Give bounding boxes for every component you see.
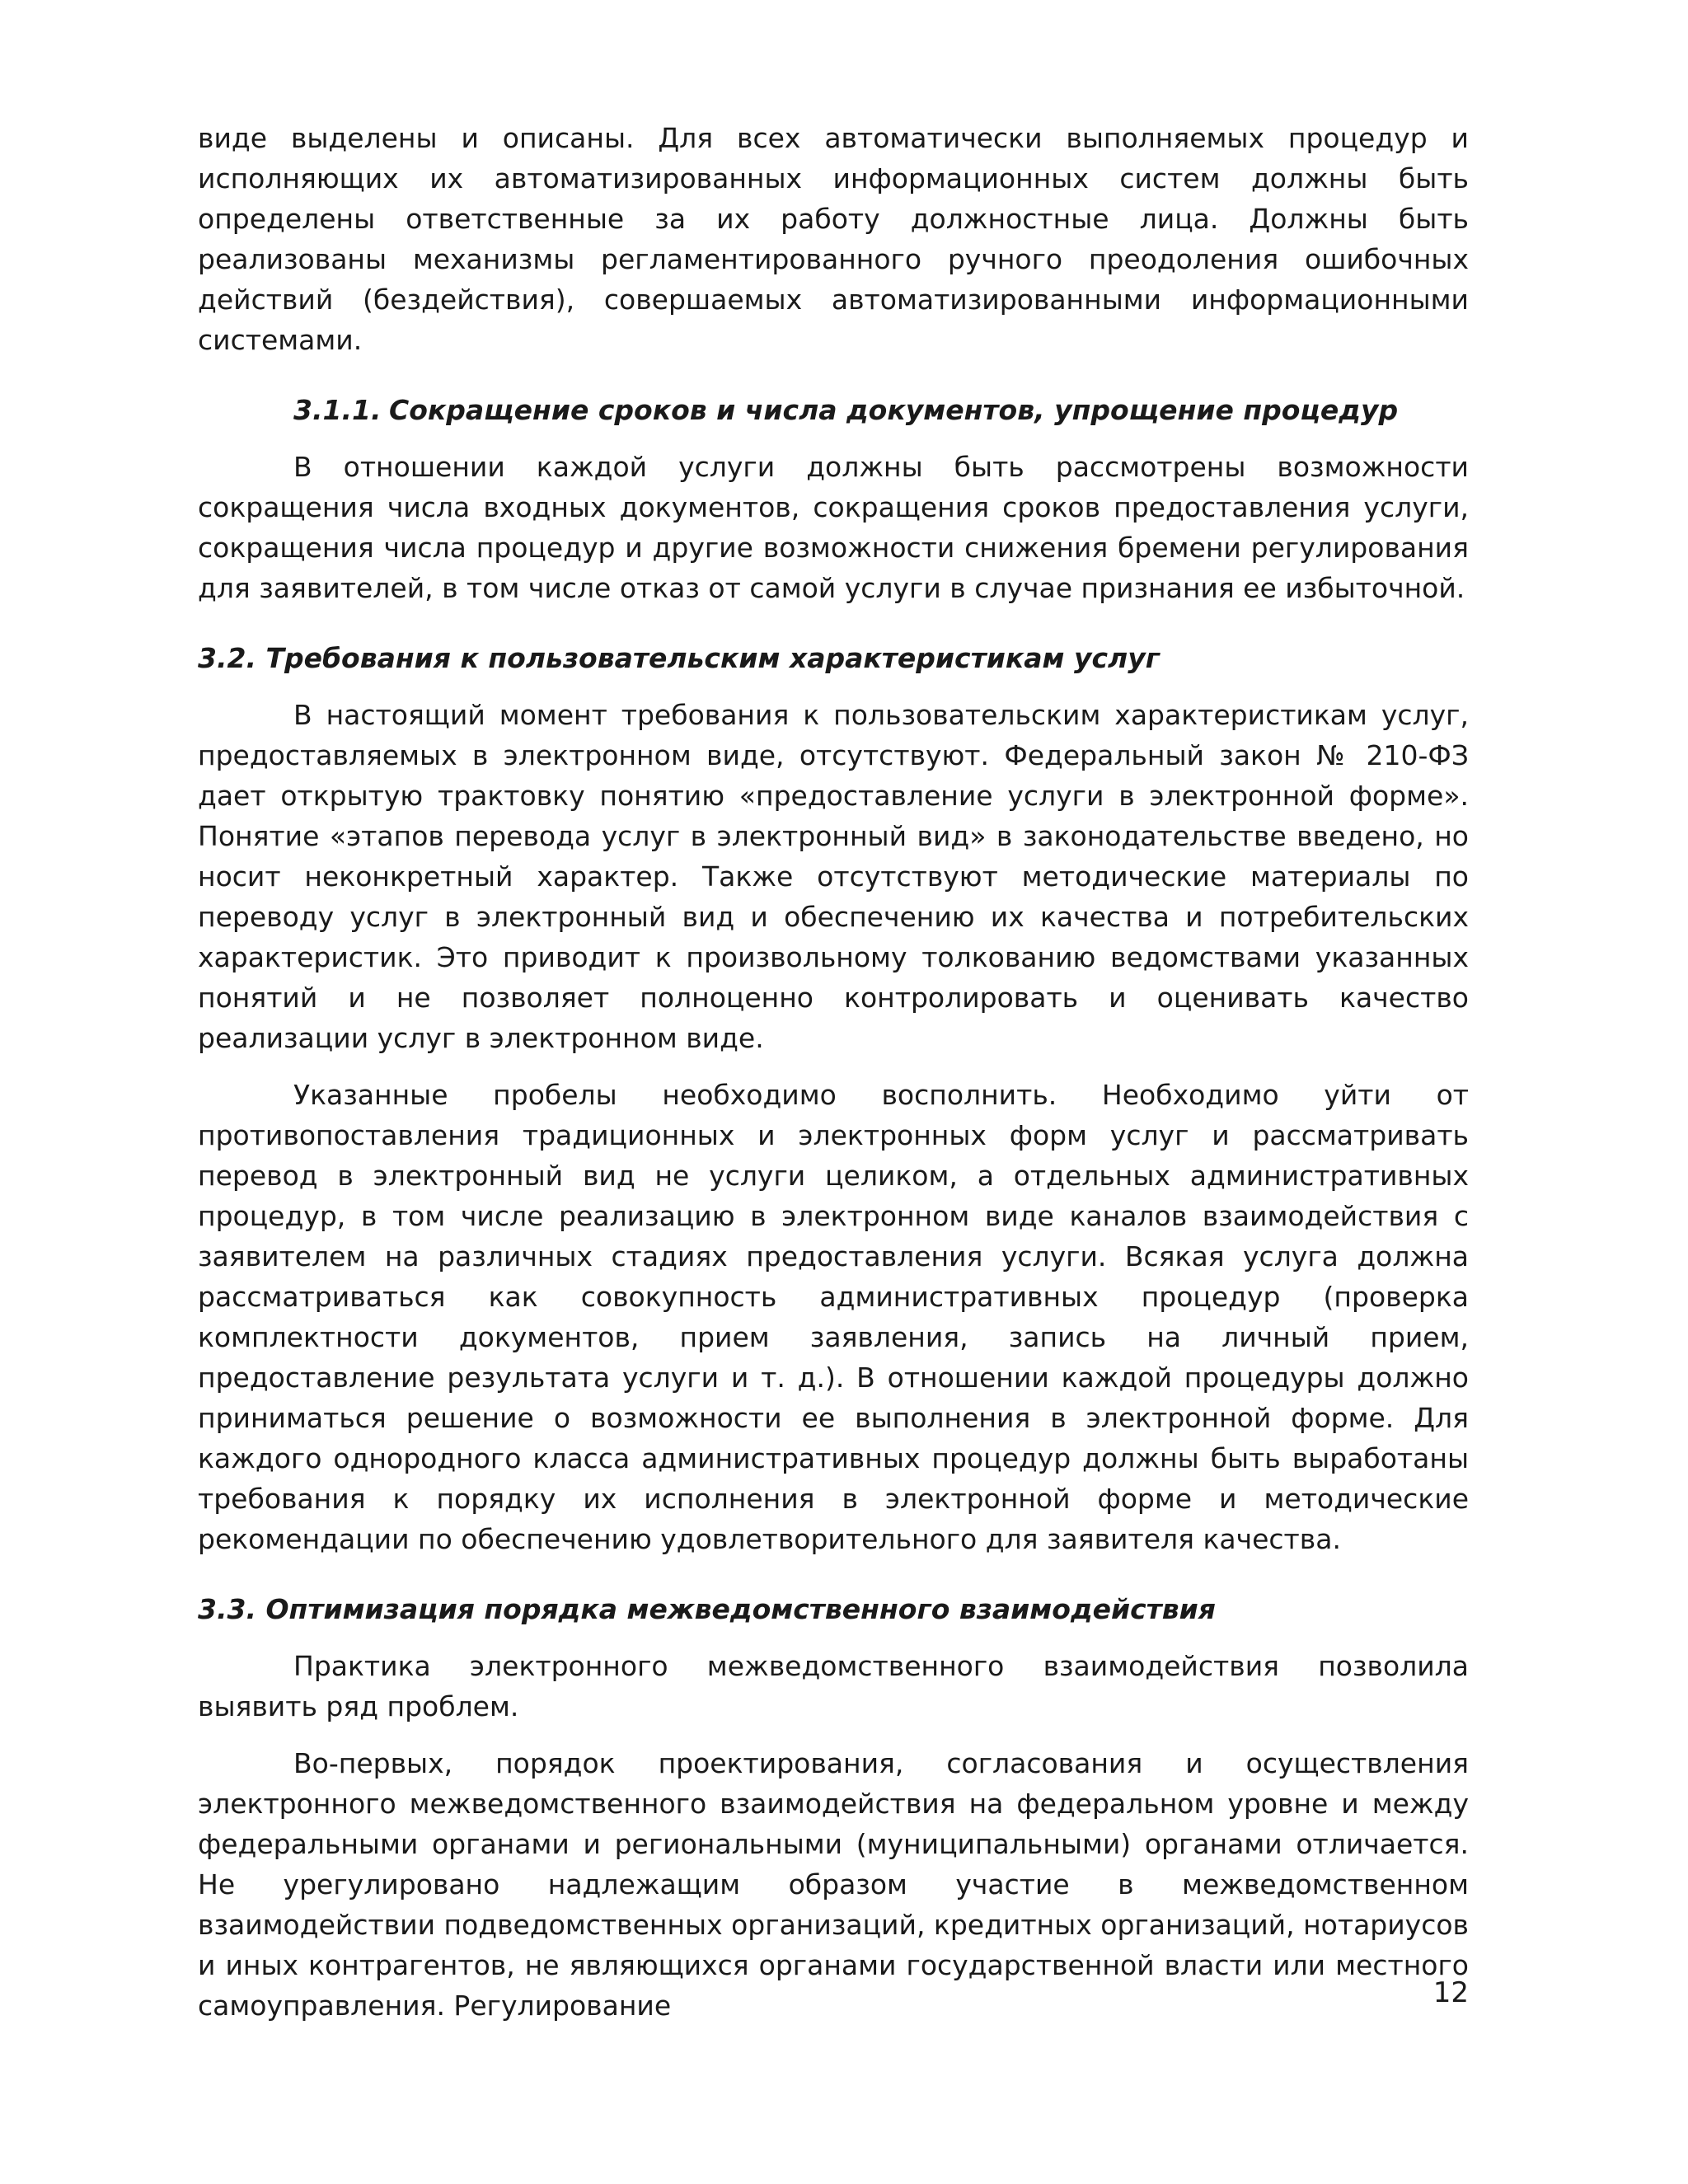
paragraph: В отношении каждой услуги должны быть рассмотрены возможности сокращения числа входных документов, сокращения сроков предоставления услуги, сокращения числа процедур и другие возможности снижения бремени регулирования для заявителей, в том числе отказ от самой услуги в случае признания ее избыточной. [198,451,1469,604]
page-body [198,118,1469,2026]
paragraph: Указанные пробелы необходимо восполнить. Необходимо уйти от противопоставления традиционных и электронных форм услуг и рассматривать перевод в электронный вид не услуги целиком, а отдельных административных процедур, в том числе реализацию в электронном виде каналов взаимодействия с заявителем на различных стадиях предоставления услуги. Всякая услуга должна рассматриваться как совокупность административных процедур (проверка комплектности документов, прием заявления, запись на личный прием, предоставление результата услуги и т. д.). В отношении каждой процедуры должно приниматься решение о возможности ее выполнения в электронной форме. Для каждого однородного класса административных процедур должны быть выработаны требования к порядку их исполнения в электронной форме и методические рекомендации по обеспечению удовлетворительного для заявителя качества. [198,1079,1469,1555]
spacer [198,1559,1469,1589]
section-heading-3-3: 3.3. Оптимизация порядка межведомственного взаимодействия [198,1593,1216,1625]
page-number: 12 [1432,1976,1469,2009]
spacer [198,1058,1469,1075]
spacer [198,360,1469,390]
spacer [198,1727,1469,1743]
paragraph: Во-первых, порядок проектирования, согласования и осуществления электронного межведомственного взаимодействия на федеральном уровне и между федеральными органами и региональными (муниципальными) органами отличается. Не урегулировано надлежащим образом участие в межведомственном взаимодействии подведомственных организаций, кредитных организаций, нотариусов и иных контрагентов, не являющихся органами государственной власти или местного самоуправления. Регулирование [198,1747,1469,2022]
spacer [198,608,1469,638]
paragraph: Практика электронного межведомственного взаимодействия позволила выявить ряд проблем. [198,1650,1469,1722]
section-number: 3.1.1. [293,394,382,426]
section-heading-3-1-1 [198,390,1469,430]
paragraph: В настоящий момент требования к пользовательским характеристикам услуг, предоставляемых в электронном виде, отсутствуют. Федеральный закон № 210-ФЗ дает открытую трактовку понятию «предоставление услуги в электронной форме». Понятие «этапов перевода услуг в электронный вид» в законодательстве введено, но носит неконкретный характер. Также отсутствуют методические материалы по переводу услуг в электронный вид и обеспечению их качества и потребительских характеристик. Это приводит к произвольному толкованию ведомствами указанных понятий и не позволяет полноценно контролировать и оценивать качество реализации услуг в электронном виде. [198,699,1469,1054]
section-heading-3-2: 3.2. Требования к пользовательским характеристикам услуг [198,642,1160,674]
section-title: Сокращение сроков и числа документов, упрощение процедур [389,394,1399,426]
spacer [198,430,1469,447]
spacer [198,678,1469,695]
spacer [198,1629,1469,1646]
paragraph-continuation: виде выделены и описаны. Для всех автоматически выполняемых процедур и исполняющих их автоматизированных информационных систем должны быть определены ответственные за их работу должностные лица. Должны быть реализованы механизмы регламентированного ручного преодоления ошибочных действий (бездействия), совершаемых автоматизированными информационными системами. [198,122,1469,356]
